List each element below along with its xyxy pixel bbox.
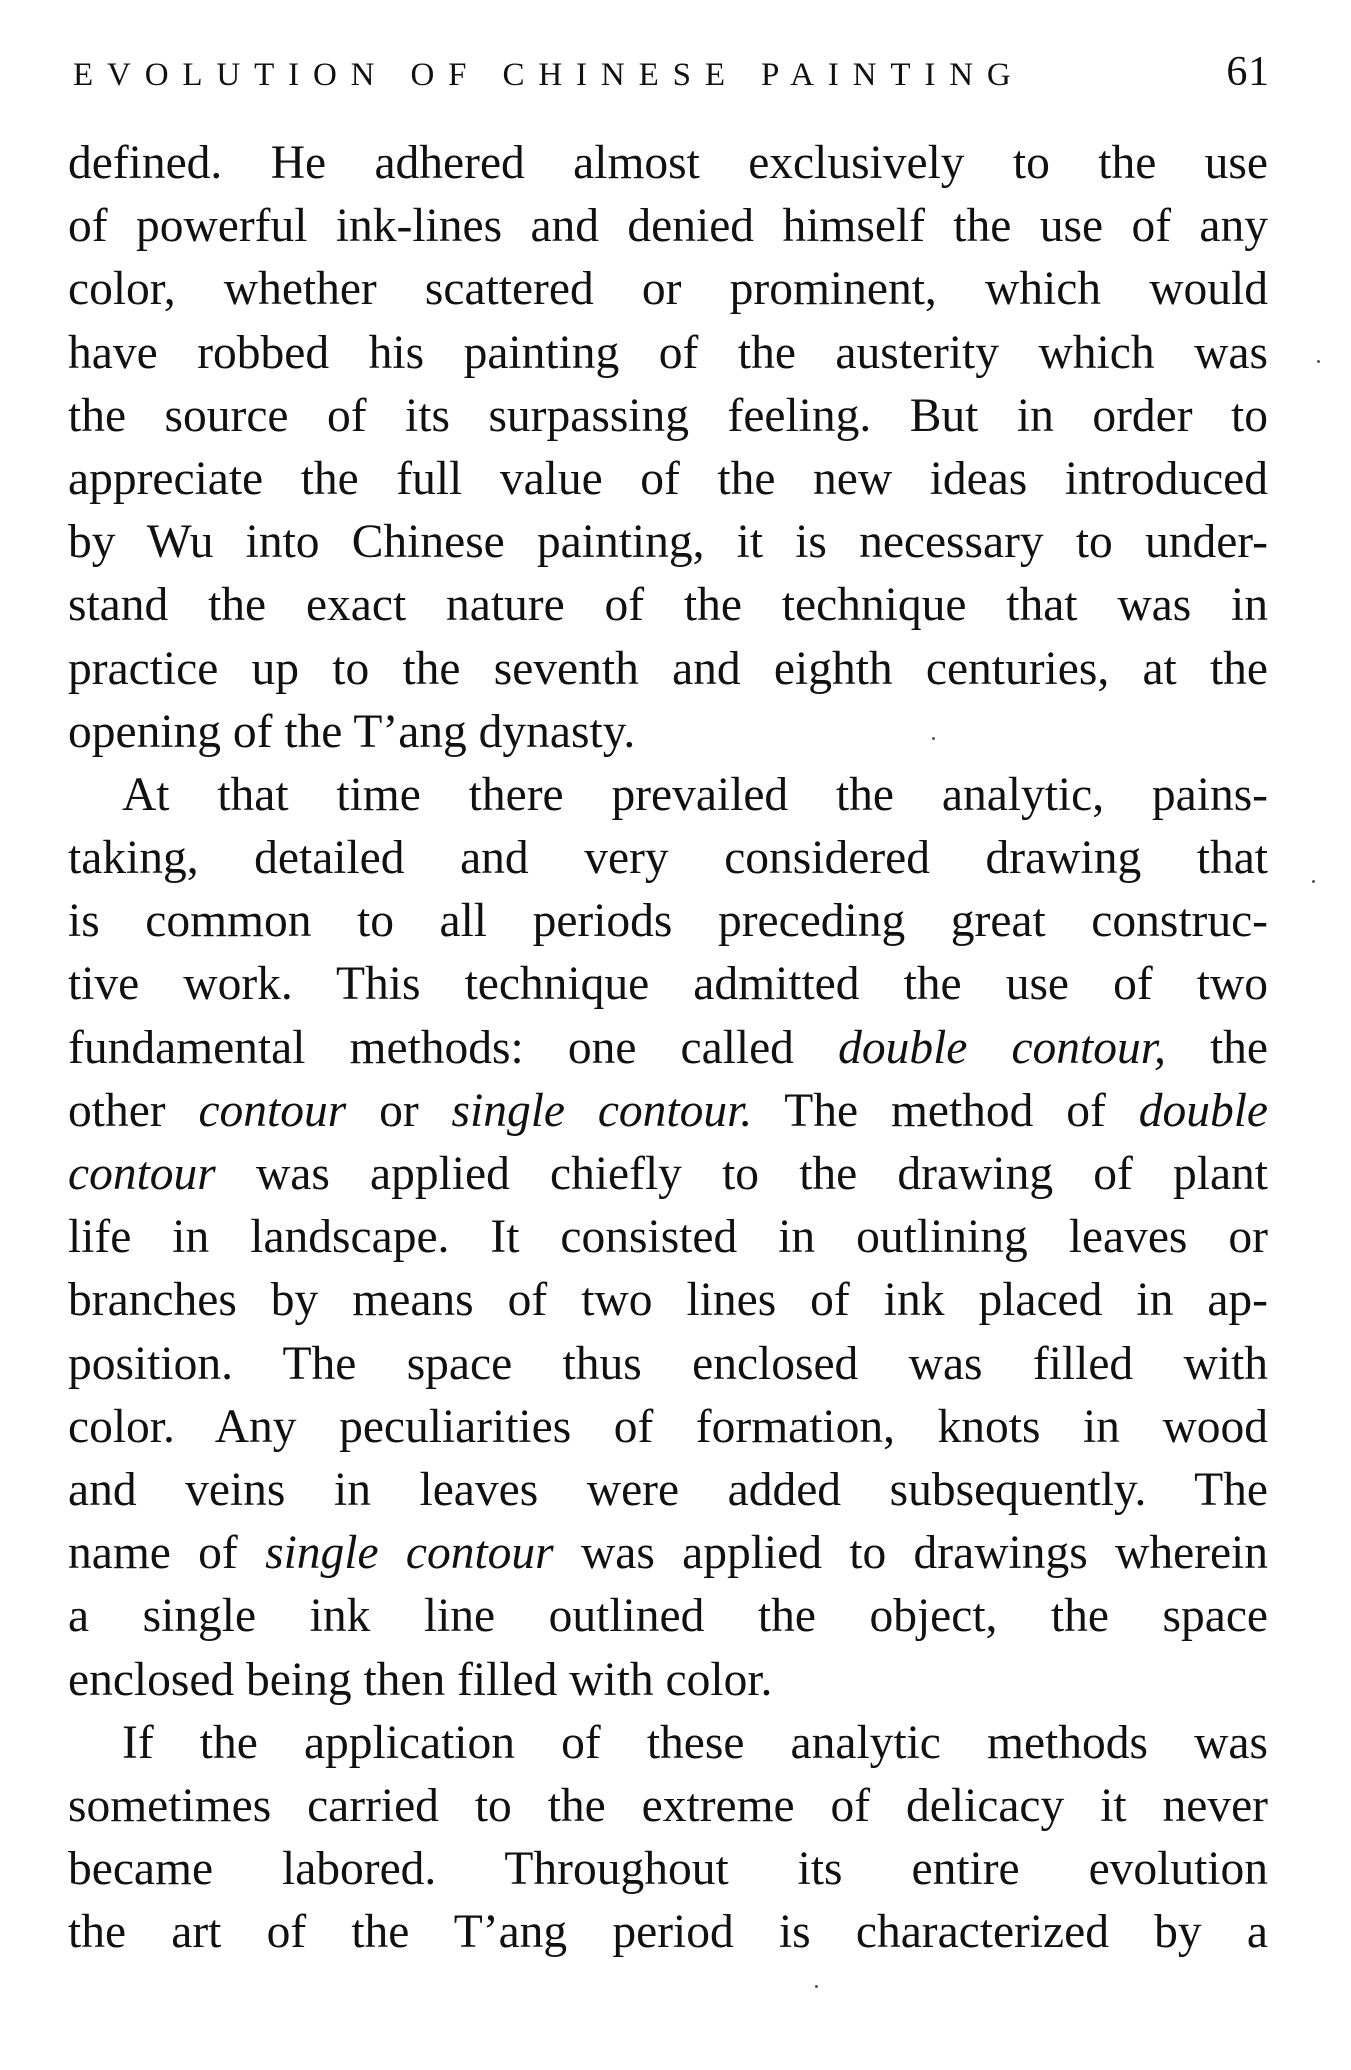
paragraph-3 <box>68 1712 1268 1965</box>
text-line: have robbed his painting of the austerity which was <box>68 326 1268 379</box>
italic-term: double <box>1138 1084 1268 1137</box>
text-line: sometimes carried to the extreme of delicacy it never <box>68 1779 1268 1832</box>
text-line: position. The space thus enclosed was filled with <box>68 1337 1268 1390</box>
print-speck <box>815 1985 818 1988</box>
text-line: a single ink line outlined the object, the space <box>68 1590 1268 1643</box>
print-speck <box>1312 880 1315 883</box>
text-line: If the application of these analytic methods was <box>122 1716 1268 1769</box>
text-line: At that time there prevailed the analytic, pains- <box>122 768 1268 821</box>
text-line: life in landscape. It consisted in outlining leaves or <box>68 1211 1268 1264</box>
italic-term: single contour <box>265 1527 554 1580</box>
text-line: appreciate the full value of the new ideas introduced <box>68 452 1268 505</box>
text-line: branches by means of two lines of ink placed in ap- <box>68 1274 1268 1327</box>
text-line: color. Any peculiarities of formation, knots in wood <box>68 1400 1268 1453</box>
italic-term: contour <box>198 1084 347 1137</box>
paragraph-2 <box>68 764 1268 1712</box>
text-line: name of single contour was applied to drawings wherein <box>68 1527 1268 1580</box>
body-text <box>68 132 1268 1964</box>
italic-term: double contour, <box>838 1021 1166 1074</box>
running-head <box>73 48 1270 108</box>
page-number: 61 <box>1226 49 1270 95</box>
text-line: practice up to the seventh and eighth centuries, at the <box>68 642 1268 695</box>
text-line: contour was applied chiefly to the drawing of plant <box>68 1148 1268 1200</box>
text-line: the art of the T’ang period is characterized by a <box>68 1906 1268 1959</box>
text-line: opening of the T’ang dynasty. <box>68 705 636 758</box>
text-line: other contour or single contour. The method of double <box>68 1084 1268 1137</box>
text-line: by Wu into Chinese painting, it is necessary to under- <box>68 516 1268 569</box>
running-title: EVOLUTION OF CHINESE PAINTING <box>73 57 1025 93</box>
italic-term: single contour. <box>451 1084 753 1137</box>
text-line: fundamental methods: one called double contour, the <box>68 1021 1269 1074</box>
italic-term: contour <box>68 1148 216 1200</box>
text-line: defined. He adhered almost exclusively to the use <box>68 137 1268 189</box>
paragraph-1 <box>68 132 1268 764</box>
text-line: color, whether scattered or prominent, which would <box>68 263 1268 316</box>
text-line: enclosed being then filled with color. <box>68 1653 773 1706</box>
text-line: is common to all periods preceding great construc- <box>68 895 1268 948</box>
text-line: stand the exact nature of the technique that was in <box>68 579 1268 632</box>
text-line: taking, detailed and very considered drawing that <box>68 832 1268 885</box>
text-line: became labored. Throughout its entire evolution <box>68 1843 1268 1896</box>
text-line: tive work. This technique admitted the use of two <box>68 958 1268 1011</box>
text-line: and veins in leaves were added subsequently. The <box>68 1463 1268 1516</box>
print-speck <box>1317 360 1320 363</box>
print-speck <box>932 737 935 740</box>
text-line: the source of its surpassing feeling. But in order to <box>68 389 1268 442</box>
text-line: of powerful ink-lines and denied himself the use of any <box>68 200 1268 253</box>
